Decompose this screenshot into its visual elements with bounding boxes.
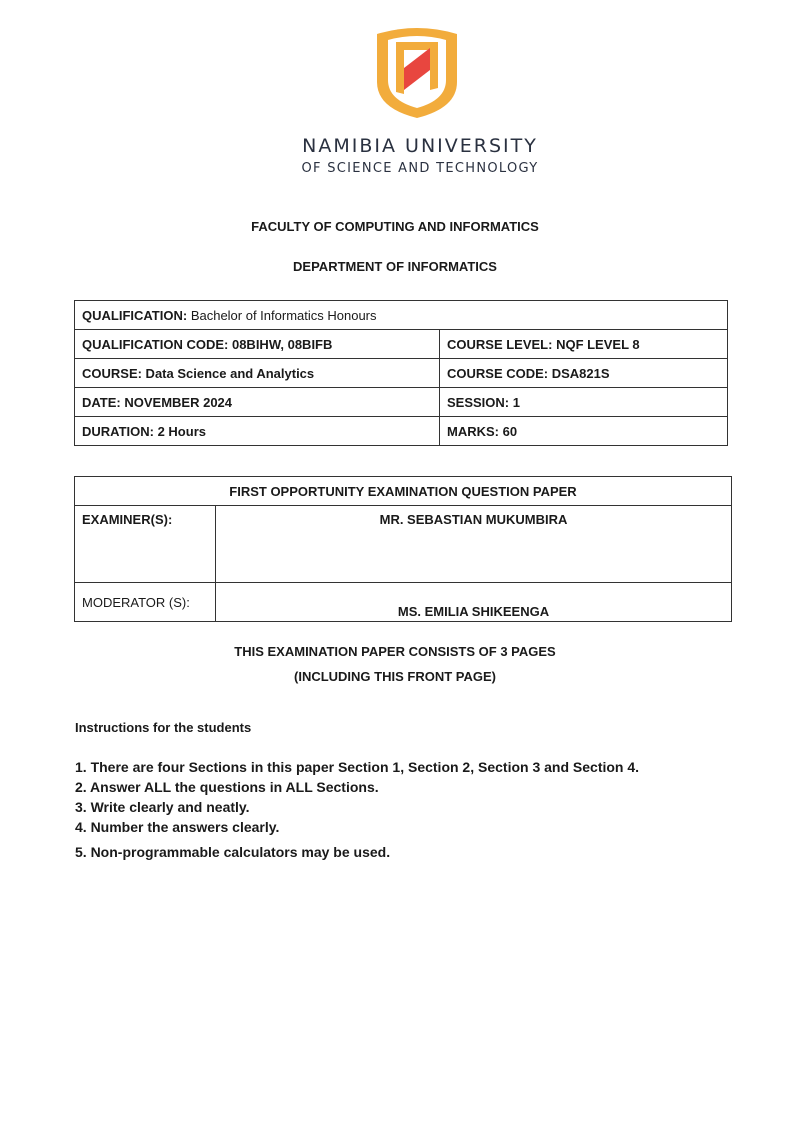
session-cell: SESSION: 1 <box>440 388 728 417</box>
marks-cell: MARKS: 60 <box>440 417 728 446</box>
examiner-label: EXAMINER(S): <box>75 506 216 583</box>
moderator-label: MODERATOR (S): <box>75 583 216 622</box>
exam-title-cell: FIRST OPPORTUNITY EXAMINATION QUESTION PAPER <box>75 477 732 506</box>
qualification-label: QUALIFICATION: <box>82 307 188 323</box>
instructions-title: Instructions for the students <box>75 720 252 735</box>
instruction-item: 5. Non-programmable calculators may be used. <box>75 844 391 860</box>
university-logo <box>372 20 462 120</box>
instruction-item: 4. Number the answers clearly. <box>75 819 280 835</box>
university-subtitle: OF SCIENCE AND TECHNOLOGY <box>301 161 539 176</box>
qualification-code-cell: QUALIFICATION CODE: 08BIHW, 08BIFB <box>75 330 440 359</box>
date-cell: DATE: NOVEMBER 2024 <box>75 388 440 417</box>
pages-note: THIS EXAMINATION PAPER CONSISTS OF 3 PAGES <box>234 644 556 659</box>
examiner-name: MR. SEBASTIAN MUKUMBIRA <box>216 506 732 583</box>
instruction-item: 2. Answer ALL the questions in ALL Sections. <box>75 779 379 795</box>
course-code-cell: COURSE CODE: DSA821S <box>440 359 728 388</box>
examiners-table <box>74 476 732 622</box>
faculty-heading: FACULTY OF COMPUTING AND INFORMATICS <box>251 219 539 234</box>
course-level-cell: COURSE LEVEL: NQF LEVEL 8 <box>440 330 728 359</box>
course-cell: COURSE: Data Science and Analytics <box>75 359 440 388</box>
instruction-item: 3. Write clearly and neatly. <box>75 799 250 815</box>
department-heading: DEPARTMENT OF INFORMATICS <box>293 259 497 274</box>
qualification-cell <box>75 301 728 330</box>
duration-cell: DURATION: 2 Hours <box>75 417 440 446</box>
pages-note-sub: (INCLUDING THIS FRONT PAGE) <box>294 669 496 684</box>
qualification-value: Bachelor of Informatics Honours <box>190 307 377 323</box>
course-details-table <box>74 300 728 446</box>
moderator-name: MS. EMILIA SHIKEENGA <box>216 583 732 622</box>
university-name: NAMIBIA UNIVERSITY <box>302 135 538 157</box>
instruction-item: 1. There are four Sections in this paper Section 1, Section 2, Section 3 and Section 4. <box>75 759 640 775</box>
